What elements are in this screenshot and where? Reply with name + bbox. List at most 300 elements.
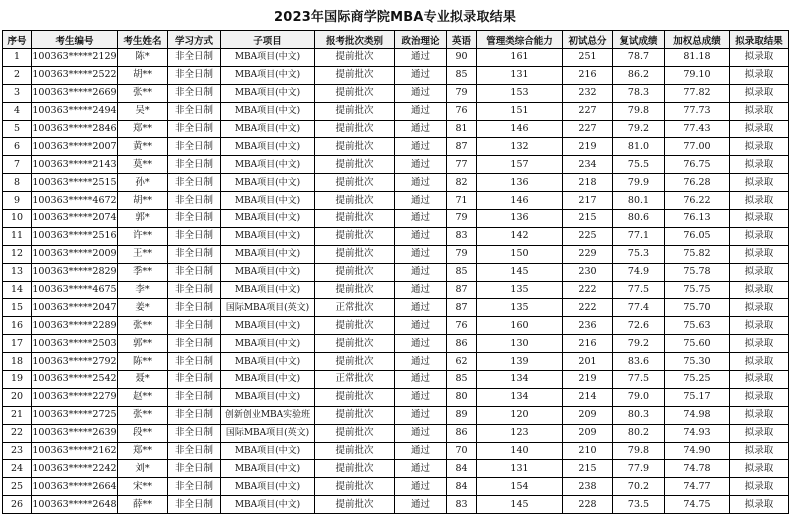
cell-exam-id: 100363*****4675 bbox=[32, 281, 118, 299]
cell-name: 聂* bbox=[118, 371, 168, 389]
cell-index: 12 bbox=[3, 245, 32, 263]
cell-management: 145 bbox=[477, 263, 563, 281]
cell-exam-id: 100363*****2129 bbox=[32, 49, 118, 67]
cell-retest-score: 80.3 bbox=[613, 406, 665, 424]
cell-initial-total: 225 bbox=[563, 227, 613, 245]
cell-index: 21 bbox=[3, 406, 32, 424]
cell-weighted-total: 75.82 bbox=[665, 245, 730, 263]
cell-politics: 通过 bbox=[395, 478, 447, 496]
cell-english: 77 bbox=[447, 156, 477, 174]
cell-result: 拟录取 bbox=[730, 299, 789, 317]
cell-result: 拟录取 bbox=[730, 227, 789, 245]
cell-exam-id: 100363*****2279 bbox=[32, 388, 118, 406]
cell-exam-id: 100363*****2242 bbox=[32, 460, 118, 478]
cell-retest-score: 78.7 bbox=[613, 49, 665, 67]
cell-study-mode: 非全日制 bbox=[168, 281, 221, 299]
table-row bbox=[3, 192, 789, 210]
cell-politics: 通过 bbox=[395, 335, 447, 353]
cell-english: 79 bbox=[447, 245, 477, 263]
table-row bbox=[3, 442, 789, 460]
table-row bbox=[3, 299, 789, 317]
cell-politics: 通过 bbox=[395, 49, 447, 67]
cell-management: 160 bbox=[477, 317, 563, 335]
cell-politics: 通过 bbox=[395, 174, 447, 192]
cell-initial-total: 217 bbox=[563, 192, 613, 210]
cell-index: 20 bbox=[3, 388, 32, 406]
table-row bbox=[3, 174, 789, 192]
cell-name: 王** bbox=[118, 245, 168, 263]
cell-subprogram: MBA项目(中文) bbox=[221, 388, 315, 406]
table-row bbox=[3, 317, 789, 335]
cell-politics: 通过 bbox=[395, 84, 447, 102]
cell-batch: 提前批次 bbox=[315, 424, 395, 442]
cell-name: 宋** bbox=[118, 478, 168, 496]
col-header-exam-id: 考生编号 bbox=[32, 31, 118, 49]
cell-politics: 通过 bbox=[395, 138, 447, 156]
cell-retest-score: 70.2 bbox=[613, 478, 665, 496]
cell-retest-score: 79.8 bbox=[613, 102, 665, 120]
cell-batch: 提前批次 bbox=[315, 138, 395, 156]
cell-subprogram: MBA项目(中文) bbox=[221, 66, 315, 84]
cell-name: 姜* bbox=[118, 299, 168, 317]
cell-batch: 提前批次 bbox=[315, 353, 395, 371]
cell-retest-score: 77.5 bbox=[613, 281, 665, 299]
cell-initial-total: 210 bbox=[563, 442, 613, 460]
cell-weighted-total: 75.63 bbox=[665, 317, 730, 335]
cell-politics: 通过 bbox=[395, 263, 447, 281]
col-header-english: 英语 bbox=[447, 31, 477, 49]
cell-batch: 提前批次 bbox=[315, 460, 395, 478]
cell-management: 161 bbox=[477, 49, 563, 67]
table-row bbox=[3, 84, 789, 102]
cell-batch: 提前批次 bbox=[315, 442, 395, 460]
cell-initial-total: 228 bbox=[563, 496, 613, 514]
cell-subprogram: 创新创业MBA实验班 bbox=[221, 406, 315, 424]
cell-politics: 通过 bbox=[395, 460, 447, 478]
cell-study-mode: 非全日制 bbox=[168, 245, 221, 263]
cell-management: 134 bbox=[477, 371, 563, 389]
cell-weighted-total: 81.18 bbox=[665, 49, 730, 67]
cell-exam-id: 100363*****2542 bbox=[32, 371, 118, 389]
cell-management: 142 bbox=[477, 227, 563, 245]
cell-initial-total: 209 bbox=[563, 424, 613, 442]
cell-name: 刘* bbox=[118, 460, 168, 478]
cell-management: 154 bbox=[477, 478, 563, 496]
cell-retest-score: 75.3 bbox=[613, 245, 665, 263]
cell-initial-total: 218 bbox=[563, 174, 613, 192]
cell-weighted-total: 75.25 bbox=[665, 371, 730, 389]
cell-exam-id: 100363*****2792 bbox=[32, 353, 118, 371]
cell-retest-score: 80.6 bbox=[613, 210, 665, 228]
table-row bbox=[3, 406, 789, 424]
cell-initial-total: 222 bbox=[563, 281, 613, 299]
cell-exam-id: 100363*****2516 bbox=[32, 227, 118, 245]
table-body bbox=[3, 49, 789, 514]
cell-initial-total: 222 bbox=[563, 299, 613, 317]
cell-subprogram: MBA项目(中文) bbox=[221, 263, 315, 281]
cell-study-mode: 非全日制 bbox=[168, 406, 221, 424]
table-row bbox=[3, 102, 789, 120]
cell-english: 86 bbox=[447, 424, 477, 442]
cell-politics: 通过 bbox=[395, 156, 447, 174]
cell-result: 拟录取 bbox=[730, 263, 789, 281]
cell-weighted-total: 76.28 bbox=[665, 174, 730, 192]
cell-politics: 通过 bbox=[395, 388, 447, 406]
cell-management: 130 bbox=[477, 335, 563, 353]
cell-management: 136 bbox=[477, 210, 563, 228]
cell-weighted-total: 74.75 bbox=[665, 496, 730, 514]
cell-english: 86 bbox=[447, 335, 477, 353]
cell-study-mode: 非全日制 bbox=[168, 299, 221, 317]
cell-exam-id: 100363*****2669 bbox=[32, 84, 118, 102]
cell-retest-score: 78.3 bbox=[613, 84, 665, 102]
table-row bbox=[3, 424, 789, 442]
cell-subprogram: MBA项目(中文) bbox=[221, 478, 315, 496]
table-row bbox=[3, 281, 789, 299]
col-header-subprogram: 子项目 bbox=[221, 31, 315, 49]
cell-study-mode: 非全日制 bbox=[168, 442, 221, 460]
cell-weighted-total: 77.00 bbox=[665, 138, 730, 156]
table-row bbox=[3, 496, 789, 514]
cell-batch: 提前批次 bbox=[315, 84, 395, 102]
cell-study-mode: 非全日制 bbox=[168, 174, 221, 192]
cell-batch: 提前批次 bbox=[315, 478, 395, 496]
cell-retest-score: 74.9 bbox=[613, 263, 665, 281]
cell-management: 139 bbox=[477, 353, 563, 371]
cell-politics: 通过 bbox=[395, 227, 447, 245]
cell-english: 79 bbox=[447, 210, 477, 228]
table-row bbox=[3, 460, 789, 478]
cell-name: 季** bbox=[118, 263, 168, 281]
cell-exam-id: 100363*****4672 bbox=[32, 192, 118, 210]
cell-batch: 正常批次 bbox=[315, 371, 395, 389]
cell-english: 79 bbox=[447, 84, 477, 102]
cell-weighted-total: 75.75 bbox=[665, 281, 730, 299]
cell-name: 黄** bbox=[118, 138, 168, 156]
cell-retest-score: 79.0 bbox=[613, 388, 665, 406]
cell-result: 拟录取 bbox=[730, 84, 789, 102]
cell-batch: 提前批次 bbox=[315, 192, 395, 210]
cell-management: 135 bbox=[477, 299, 563, 317]
cell-weighted-total: 75.30 bbox=[665, 353, 730, 371]
cell-english: 83 bbox=[447, 496, 477, 514]
cell-name: 张** bbox=[118, 84, 168, 102]
cell-batch: 正常批次 bbox=[315, 299, 395, 317]
cell-exam-id: 100363*****2494 bbox=[32, 102, 118, 120]
cell-index: 4 bbox=[3, 102, 32, 120]
cell-retest-score: 77.5 bbox=[613, 371, 665, 389]
cell-name: 张** bbox=[118, 406, 168, 424]
cell-politics: 通过 bbox=[395, 442, 447, 460]
cell-result: 拟录取 bbox=[730, 138, 789, 156]
cell-name: 吴* bbox=[118, 102, 168, 120]
cell-management: 135 bbox=[477, 281, 563, 299]
cell-politics: 通过 bbox=[395, 192, 447, 210]
cell-name: 段** bbox=[118, 424, 168, 442]
cell-study-mode: 非全日制 bbox=[168, 49, 221, 67]
cell-english: 87 bbox=[447, 299, 477, 317]
cell-name: 陈** bbox=[118, 353, 168, 371]
cell-english: 70 bbox=[447, 442, 477, 460]
cell-result: 拟录取 bbox=[730, 371, 789, 389]
cell-politics: 通过 bbox=[395, 281, 447, 299]
cell-english: 85 bbox=[447, 66, 477, 84]
cell-batch: 提前批次 bbox=[315, 245, 395, 263]
cell-batch: 提前批次 bbox=[315, 335, 395, 353]
cell-exam-id: 100363*****2503 bbox=[32, 335, 118, 353]
cell-result: 拟录取 bbox=[730, 120, 789, 138]
cell-retest-score: 79.2 bbox=[613, 335, 665, 353]
cell-initial-total: 214 bbox=[563, 388, 613, 406]
cell-result: 拟录取 bbox=[730, 102, 789, 120]
cell-initial-total: 236 bbox=[563, 317, 613, 335]
cell-management: 153 bbox=[477, 84, 563, 102]
cell-batch: 提前批次 bbox=[315, 388, 395, 406]
cell-index: 24 bbox=[3, 460, 32, 478]
cell-study-mode: 非全日制 bbox=[168, 388, 221, 406]
table-row bbox=[3, 263, 789, 281]
cell-exam-id: 100363*****2515 bbox=[32, 174, 118, 192]
cell-management: 145 bbox=[477, 496, 563, 514]
col-header-name: 考生姓名 bbox=[118, 31, 168, 49]
cell-exam-id: 100363*****2289 bbox=[32, 317, 118, 335]
cell-index: 23 bbox=[3, 442, 32, 460]
cell-management: 146 bbox=[477, 192, 563, 210]
col-header-management: 管理类综合能力 bbox=[477, 31, 563, 49]
cell-result: 拟录取 bbox=[730, 192, 789, 210]
cell-index: 10 bbox=[3, 210, 32, 228]
cell-subprogram: MBA项目(中文) bbox=[221, 460, 315, 478]
cell-subprogram: MBA项目(中文) bbox=[221, 49, 315, 67]
cell-weighted-total: 77.73 bbox=[665, 102, 730, 120]
cell-exam-id: 100363*****2522 bbox=[32, 66, 118, 84]
table-row bbox=[3, 120, 789, 138]
table-row bbox=[3, 227, 789, 245]
cell-subprogram: MBA项目(中文) bbox=[221, 227, 315, 245]
cell-study-mode: 非全日制 bbox=[168, 371, 221, 389]
col-header-index: 序号 bbox=[3, 31, 32, 49]
cell-batch: 提前批次 bbox=[315, 174, 395, 192]
cell-result: 拟录取 bbox=[730, 496, 789, 514]
cell-exam-id: 100363*****2047 bbox=[32, 299, 118, 317]
cell-weighted-total: 74.93 bbox=[665, 424, 730, 442]
cell-weighted-total: 79.10 bbox=[665, 66, 730, 84]
cell-weighted-total: 74.78 bbox=[665, 460, 730, 478]
table-row bbox=[3, 210, 789, 228]
cell-management: 157 bbox=[477, 156, 563, 174]
cell-retest-score: 77.9 bbox=[613, 460, 665, 478]
col-header-initial-total: 初试总分 bbox=[563, 31, 613, 49]
cell-retest-score: 79.8 bbox=[613, 442, 665, 460]
cell-index: 15 bbox=[3, 299, 32, 317]
cell-management: 131 bbox=[477, 66, 563, 84]
cell-exam-id: 100363*****2143 bbox=[32, 156, 118, 174]
cell-index: 22 bbox=[3, 424, 32, 442]
cell-subprogram: 国际MBA项目(英文) bbox=[221, 299, 315, 317]
cell-exam-id: 100363*****2725 bbox=[32, 406, 118, 424]
cell-study-mode: 非全日制 bbox=[168, 102, 221, 120]
cell-study-mode: 非全日制 bbox=[168, 138, 221, 156]
cell-retest-score: 80.1 bbox=[613, 192, 665, 210]
cell-exam-id: 100363*****2664 bbox=[32, 478, 118, 496]
cell-result: 拟录取 bbox=[730, 353, 789, 371]
cell-english: 76 bbox=[447, 317, 477, 335]
cell-politics: 通过 bbox=[395, 496, 447, 514]
table-row bbox=[3, 245, 789, 263]
cell-initial-total: 229 bbox=[563, 245, 613, 263]
cell-initial-total: 201 bbox=[563, 353, 613, 371]
table-row bbox=[3, 138, 789, 156]
cell-english: 76 bbox=[447, 102, 477, 120]
cell-politics: 通过 bbox=[395, 102, 447, 120]
cell-english: 80 bbox=[447, 388, 477, 406]
cell-index: 16 bbox=[3, 317, 32, 335]
cell-weighted-total: 76.22 bbox=[665, 192, 730, 210]
table-row bbox=[3, 388, 789, 406]
cell-english: 90 bbox=[447, 49, 477, 67]
cell-politics: 通过 bbox=[395, 424, 447, 442]
cell-index: 17 bbox=[3, 335, 32, 353]
cell-subprogram: MBA项目(中文) bbox=[221, 335, 315, 353]
cell-subprogram: MBA项目(中文) bbox=[221, 442, 315, 460]
cell-index: 26 bbox=[3, 496, 32, 514]
cell-name: 郭* bbox=[118, 210, 168, 228]
cell-management: 134 bbox=[477, 388, 563, 406]
cell-result: 拟录取 bbox=[730, 335, 789, 353]
cell-politics: 通过 bbox=[395, 245, 447, 263]
cell-name: 孙* bbox=[118, 174, 168, 192]
cell-english: 71 bbox=[447, 192, 477, 210]
cell-subprogram: MBA项目(中文) bbox=[221, 317, 315, 335]
cell-weighted-total: 77.82 bbox=[665, 84, 730, 102]
cell-management: 132 bbox=[477, 138, 563, 156]
table-row bbox=[3, 66, 789, 84]
cell-index: 7 bbox=[3, 156, 32, 174]
cell-weighted-total: 74.77 bbox=[665, 478, 730, 496]
cell-exam-id: 100363*****2846 bbox=[32, 120, 118, 138]
col-header-study-mode: 学习方式 bbox=[168, 31, 221, 49]
cell-batch: 提前批次 bbox=[315, 281, 395, 299]
cell-batch: 提前批次 bbox=[315, 120, 395, 138]
cell-name: 陈* bbox=[118, 49, 168, 67]
cell-exam-id: 100363*****2829 bbox=[32, 263, 118, 281]
cell-name: 胡** bbox=[118, 192, 168, 210]
cell-retest-score: 75.5 bbox=[613, 156, 665, 174]
cell-politics: 通过 bbox=[395, 299, 447, 317]
cell-english: 87 bbox=[447, 281, 477, 299]
cell-index: 14 bbox=[3, 281, 32, 299]
cell-english: 85 bbox=[447, 263, 477, 281]
cell-initial-total: 209 bbox=[563, 406, 613, 424]
cell-english: 84 bbox=[447, 460, 477, 478]
cell-study-mode: 非全日制 bbox=[168, 335, 221, 353]
cell-index: 19 bbox=[3, 371, 32, 389]
cell-politics: 通过 bbox=[395, 210, 447, 228]
cell-subprogram: MBA项目(中文) bbox=[221, 210, 315, 228]
cell-subprogram: MBA项目(中文) bbox=[221, 496, 315, 514]
cell-result: 拟录取 bbox=[730, 478, 789, 496]
cell-batch: 提前批次 bbox=[315, 496, 395, 514]
cell-retest-score: 80.2 bbox=[613, 424, 665, 442]
cell-study-mode: 非全日制 bbox=[168, 496, 221, 514]
cell-english: 84 bbox=[447, 478, 477, 496]
cell-study-mode: 非全日制 bbox=[168, 478, 221, 496]
cell-name: 许** bbox=[118, 227, 168, 245]
cell-subprogram: MBA项目(中文) bbox=[221, 102, 315, 120]
cell-retest-score: 73.5 bbox=[613, 496, 665, 514]
col-header-retest-score: 复试成绩 bbox=[613, 31, 665, 49]
cell-study-mode: 非全日制 bbox=[168, 424, 221, 442]
cell-name: 莫** bbox=[118, 156, 168, 174]
cell-batch: 提前批次 bbox=[315, 263, 395, 281]
cell-name: 薛** bbox=[118, 496, 168, 514]
cell-index: 9 bbox=[3, 192, 32, 210]
cell-study-mode: 非全日制 bbox=[168, 210, 221, 228]
cell-batch: 提前批次 bbox=[315, 317, 395, 335]
cell-retest-score: 81.0 bbox=[613, 138, 665, 156]
cell-subprogram: MBA项目(中文) bbox=[221, 353, 315, 371]
cell-english: 83 bbox=[447, 227, 477, 245]
cell-weighted-total: 75.17 bbox=[665, 388, 730, 406]
cell-initial-total: 227 bbox=[563, 120, 613, 138]
cell-weighted-total: 76.13 bbox=[665, 210, 730, 228]
cell-result: 拟录取 bbox=[730, 66, 789, 84]
cell-politics: 通过 bbox=[395, 66, 447, 84]
cell-management: 123 bbox=[477, 424, 563, 442]
cell-result: 拟录取 bbox=[730, 245, 789, 263]
cell-result: 拟录取 bbox=[730, 210, 789, 228]
cell-weighted-total: 76.75 bbox=[665, 156, 730, 174]
cell-retest-score: 79.2 bbox=[613, 120, 665, 138]
cell-name: 郭** bbox=[118, 335, 168, 353]
cell-result: 拟录取 bbox=[730, 460, 789, 478]
cell-initial-total: 227 bbox=[563, 102, 613, 120]
cell-initial-total: 238 bbox=[563, 478, 613, 496]
table-row bbox=[3, 478, 789, 496]
cell-result: 拟录取 bbox=[730, 424, 789, 442]
cell-index: 25 bbox=[3, 478, 32, 496]
cell-subprogram: MBA项目(中文) bbox=[221, 174, 315, 192]
cell-index: 13 bbox=[3, 263, 32, 281]
cell-management: 146 bbox=[477, 120, 563, 138]
cell-retest-score: 72.6 bbox=[613, 317, 665, 335]
page-title: 2023年国际商学院MBA专业拟录取结果 bbox=[273, 10, 517, 25]
cell-index: 6 bbox=[3, 138, 32, 156]
cell-subprogram: 国际MBA项目(英文) bbox=[221, 424, 315, 442]
cell-management: 131 bbox=[477, 460, 563, 478]
cell-index: 3 bbox=[3, 84, 32, 102]
cell-politics: 通过 bbox=[395, 120, 447, 138]
cell-initial-total: 219 bbox=[563, 371, 613, 389]
cell-subprogram: MBA项目(中文) bbox=[221, 156, 315, 174]
cell-exam-id: 100363*****2639 bbox=[32, 424, 118, 442]
cell-politics: 通过 bbox=[395, 353, 447, 371]
cell-english: 89 bbox=[447, 406, 477, 424]
cell-name: 赵** bbox=[118, 388, 168, 406]
cell-retest-score: 77.1 bbox=[613, 227, 665, 245]
cell-initial-total: 216 bbox=[563, 66, 613, 84]
cell-politics: 通过 bbox=[395, 406, 447, 424]
cell-name: 胡** bbox=[118, 66, 168, 84]
cell-exam-id: 100363*****2007 bbox=[32, 138, 118, 156]
cell-batch: 提前批次 bbox=[315, 102, 395, 120]
cell-management: 151 bbox=[477, 102, 563, 120]
cell-study-mode: 非全日制 bbox=[168, 192, 221, 210]
cell-result: 拟录取 bbox=[730, 388, 789, 406]
cell-batch: 提前批次 bbox=[315, 66, 395, 84]
cell-weighted-total: 74.98 bbox=[665, 406, 730, 424]
cell-study-mode: 非全日制 bbox=[168, 120, 221, 138]
